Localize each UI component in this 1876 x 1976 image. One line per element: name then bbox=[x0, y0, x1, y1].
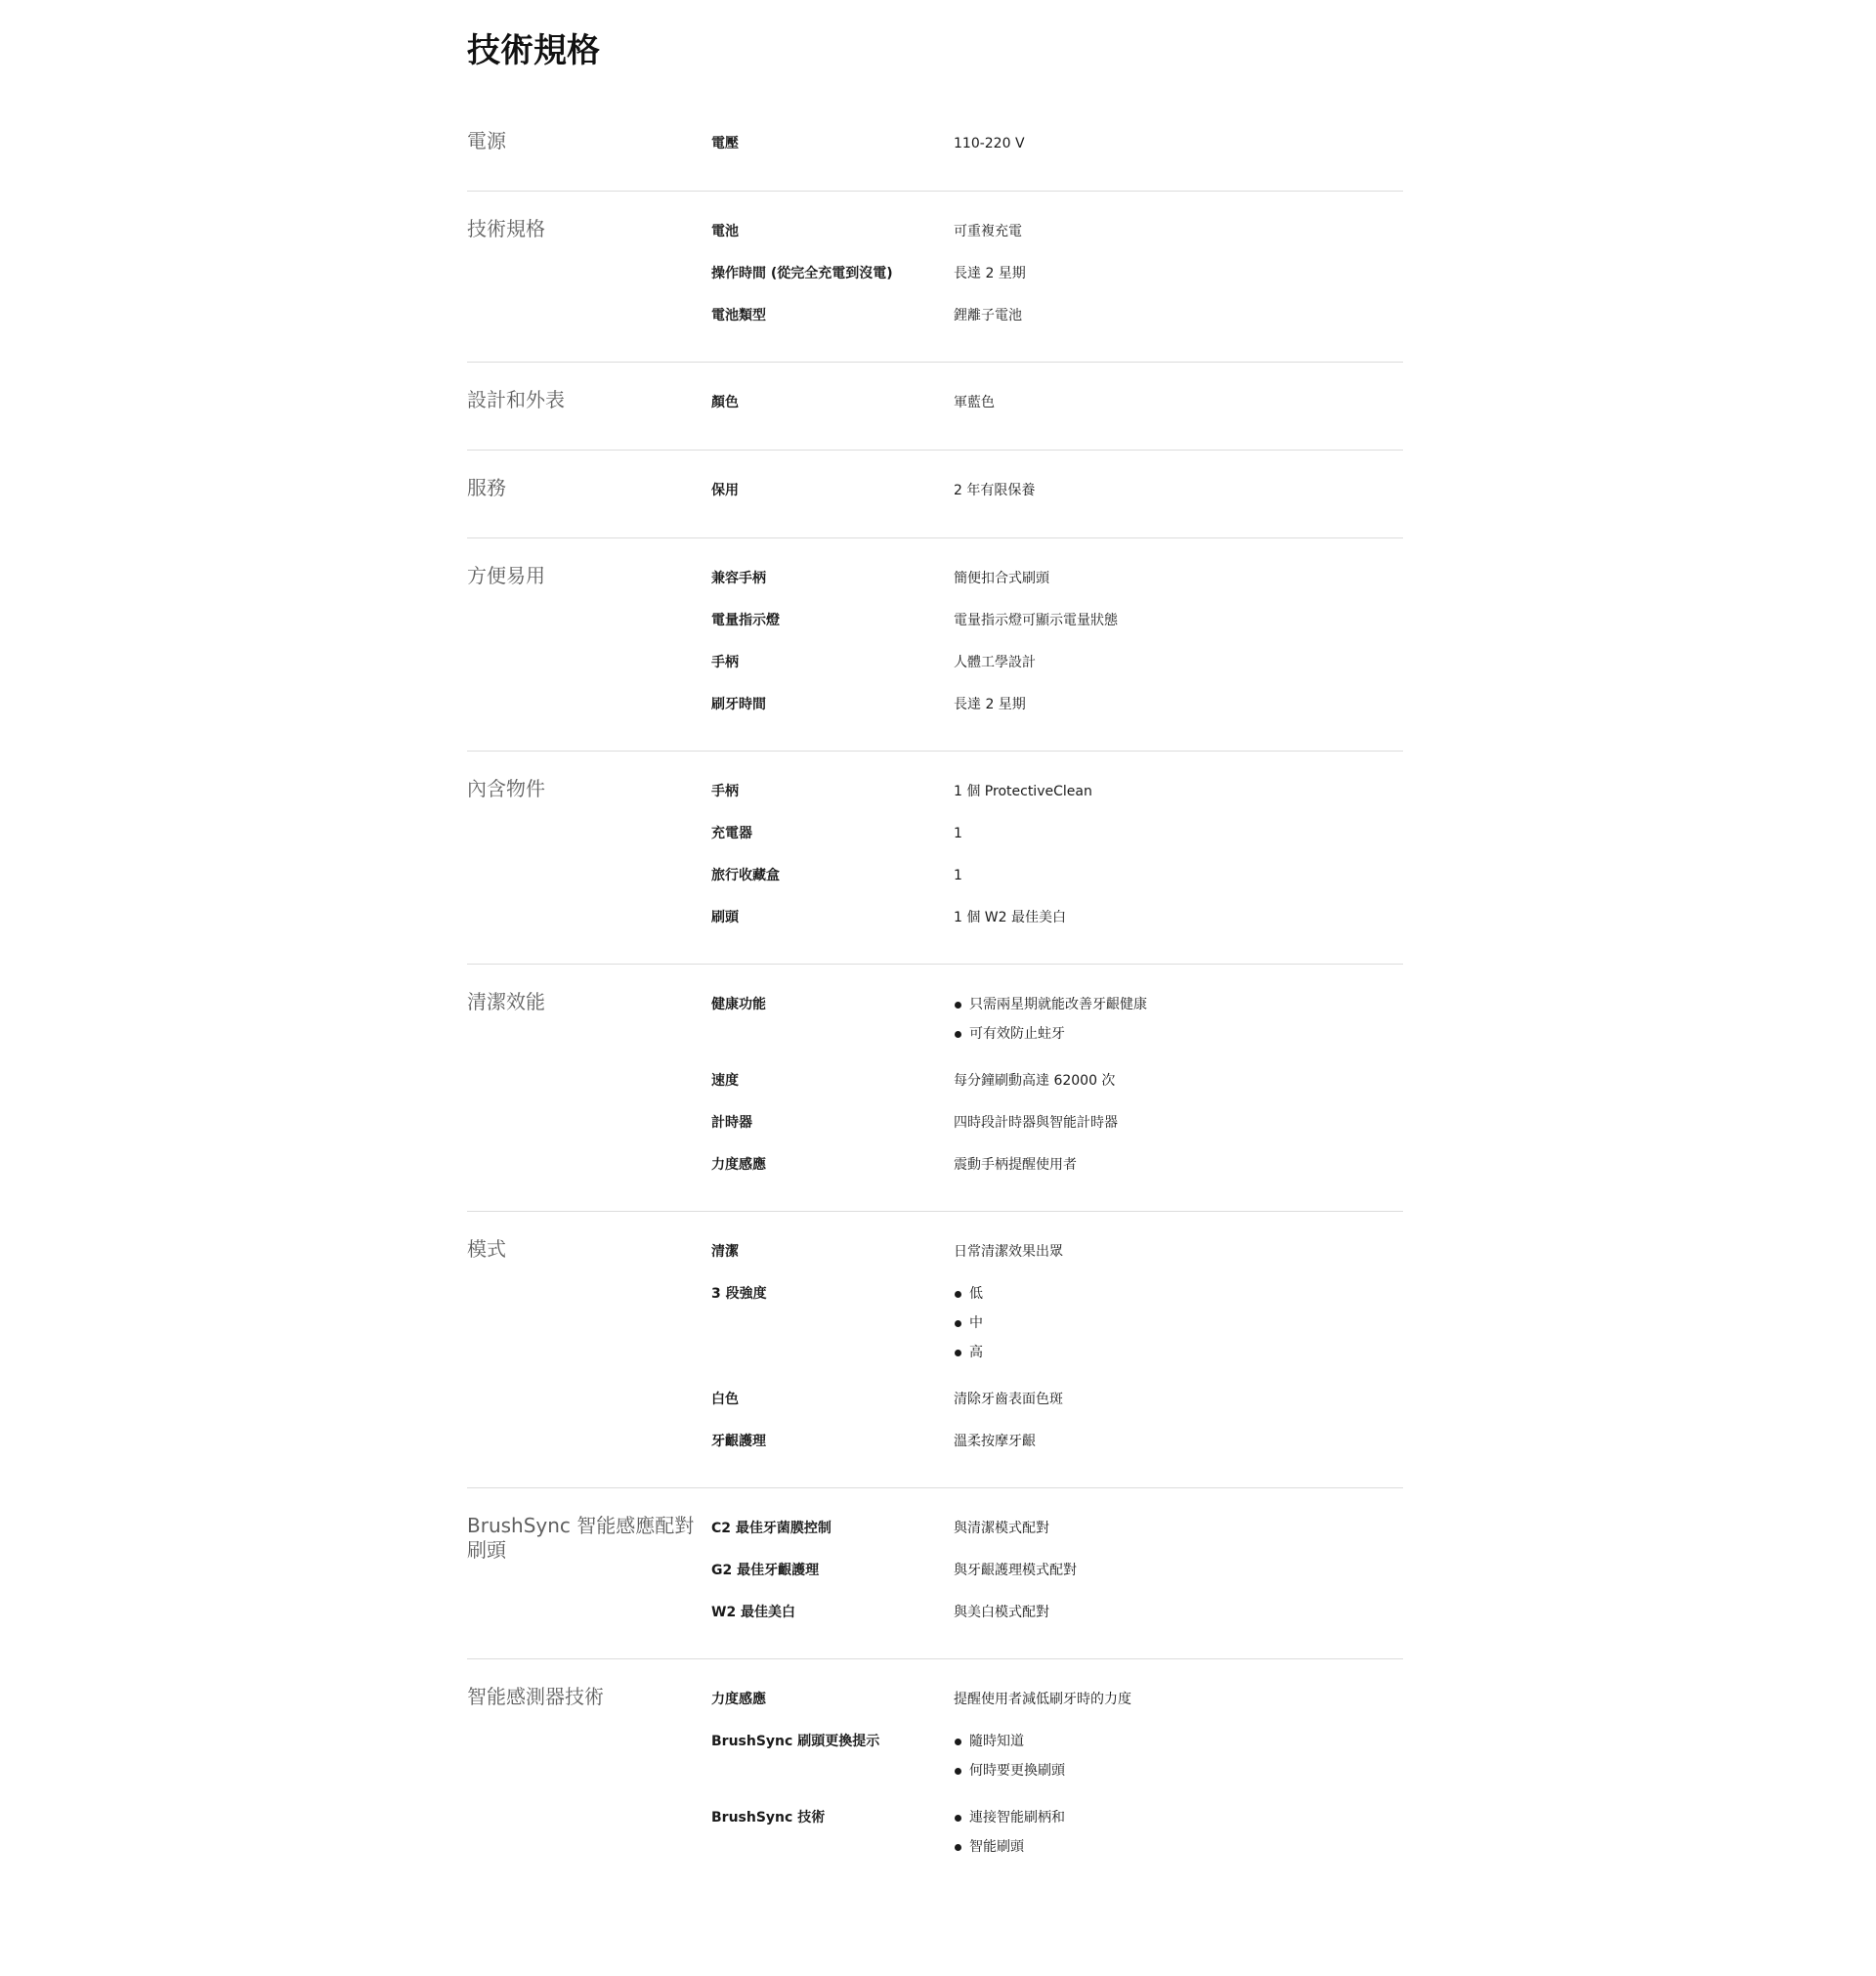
spec-label: 力度感應 bbox=[711, 1157, 766, 1173]
spec-value: 可重複充電 bbox=[954, 224, 1022, 239]
spec-rows bbox=[711, 223, 1403, 324]
spec-value: 1 個 W2 最佳美白 bbox=[954, 910, 1067, 925]
spec-value bbox=[954, 1809, 1403, 1856]
spec-label: 刷牙時間 bbox=[711, 697, 766, 712]
bullet-item: 中 bbox=[954, 1314, 1403, 1332]
spec-value: 與清潔模式配對 bbox=[954, 1521, 1049, 1536]
spec-label: 刷頭 bbox=[711, 910, 739, 925]
spec-rows bbox=[711, 1691, 1403, 1885]
section-title: 服務 bbox=[467, 476, 506, 499]
spec-label: 手柄 bbox=[711, 784, 739, 799]
spec-label: 兼容手柄 bbox=[711, 571, 766, 586]
spec-rows bbox=[711, 394, 1403, 412]
spec-row bbox=[711, 996, 1403, 1043]
spec-label: 顏色 bbox=[711, 395, 739, 410]
spec-label: C2 最佳牙菌膜控制 bbox=[711, 1521, 831, 1536]
section-title: 智能感測器技術 bbox=[467, 1685, 604, 1708]
spec-value: 溫柔按摩牙齦 bbox=[954, 1434, 1036, 1449]
spec-row bbox=[711, 1809, 1403, 1856]
spec-label: 牙齦護理 bbox=[711, 1434, 766, 1449]
spec-row bbox=[711, 696, 1403, 713]
spec-value bbox=[954, 996, 1403, 1043]
spec-value: 1 個 ProtectiveClean bbox=[954, 784, 1092, 799]
spec-section bbox=[467, 451, 1403, 538]
spec-label: 3 段強度 bbox=[711, 1286, 767, 1302]
bullet-list bbox=[954, 996, 1403, 1043]
spec-row bbox=[711, 1433, 1403, 1450]
spec-value: 1 bbox=[954, 826, 962, 841]
bullet-item: 連接智能刷柄和 bbox=[954, 1809, 1403, 1826]
spec-value bbox=[954, 1733, 1403, 1780]
bullet-list bbox=[954, 1809, 1403, 1856]
section-title: BrushSync 智能感應配對刷頭 bbox=[467, 1514, 695, 1562]
bullet-item: 智能刷頭 bbox=[954, 1838, 1403, 1856]
bullet-list bbox=[954, 1733, 1403, 1780]
spec-value: 2 年有限保養 bbox=[954, 483, 1036, 498]
bullet-list bbox=[954, 1285, 1403, 1361]
spec-row bbox=[711, 482, 1403, 499]
spec-value: 1 bbox=[954, 868, 962, 883]
spec-rows bbox=[711, 1520, 1403, 1621]
section-title: 設計和外表 bbox=[467, 388, 565, 411]
spec-label: 電池 bbox=[711, 224, 739, 239]
spec-section bbox=[467, 1212, 1403, 1488]
spec-row bbox=[711, 783, 1403, 800]
spec-value: 每分鐘刷動高達 62000 次 bbox=[954, 1073, 1116, 1089]
spec-value: 日常清潔效果出眾 bbox=[954, 1244, 1063, 1260]
spec-label: 保用 bbox=[711, 483, 739, 498]
section-title: 內含物件 bbox=[467, 777, 545, 800]
spec-section bbox=[467, 965, 1403, 1212]
bullet-item: 只需兩星期就能改善牙齦健康 bbox=[954, 996, 1403, 1013]
section-title: 電源 bbox=[467, 129, 506, 152]
spec-label: 清潔 bbox=[711, 1244, 739, 1260]
spec-value: 震動手柄提醒使用者 bbox=[954, 1157, 1077, 1173]
spec-label: G2 最佳牙齦護理 bbox=[711, 1563, 820, 1578]
spec-sections bbox=[467, 104, 1403, 1922]
spec-row bbox=[711, 265, 1403, 282]
spec-section bbox=[467, 538, 1403, 752]
spec-section bbox=[467, 192, 1403, 363]
spec-row bbox=[711, 867, 1403, 884]
spec-label: 電壓 bbox=[711, 136, 739, 151]
bullet-item: 低 bbox=[954, 1285, 1403, 1303]
spec-value: 長達 2 星期 bbox=[954, 266, 1026, 281]
spec-label: 旅行收藏盒 bbox=[711, 868, 780, 883]
spec-row bbox=[711, 135, 1403, 152]
section-title: 清潔效能 bbox=[467, 990, 545, 1013]
spec-rows bbox=[711, 1243, 1403, 1450]
spec-label: 計時器 bbox=[711, 1115, 752, 1131]
spec-row bbox=[711, 1391, 1403, 1408]
spec-row bbox=[711, 1520, 1403, 1537]
spec-row bbox=[711, 1733, 1403, 1780]
spec-label: 電池類型 bbox=[711, 308, 766, 323]
spec-label: 電量指示燈 bbox=[711, 613, 780, 628]
spec-section bbox=[467, 752, 1403, 965]
spec-row bbox=[711, 1072, 1403, 1090]
spec-container bbox=[467, 0, 1403, 1922]
spec-row bbox=[711, 1243, 1403, 1261]
spec-value: 鋰離子電池 bbox=[954, 308, 1022, 323]
spec-section bbox=[467, 1488, 1403, 1659]
page-title: 技術規格 bbox=[467, 31, 600, 70]
spec-value: 四時段計時器與智能計時器 bbox=[954, 1115, 1118, 1131]
section-title: 方便易用 bbox=[467, 564, 545, 587]
spec-value: 與美白模式配對 bbox=[954, 1605, 1049, 1620]
spec-label: 速度 bbox=[711, 1073, 739, 1089]
spec-value: 軍藍色 bbox=[954, 395, 995, 410]
spec-section bbox=[467, 363, 1403, 451]
spec-section bbox=[467, 1659, 1403, 1922]
spec-value: 簡便扣合式刷頭 bbox=[954, 571, 1049, 586]
spec-label: BrushSync 技術 bbox=[711, 1810, 826, 1826]
spec-row bbox=[711, 1285, 1403, 1361]
bullet-item: 高 bbox=[954, 1344, 1403, 1361]
spec-label: 力度感應 bbox=[711, 1692, 766, 1707]
spec-value: 清除牙齒表面色斑 bbox=[954, 1392, 1063, 1407]
spec-row bbox=[711, 1604, 1403, 1621]
spec-row bbox=[711, 570, 1403, 587]
spec-label: 操作時間 (從完全充電到沒電) bbox=[711, 266, 893, 281]
spec-row bbox=[711, 654, 1403, 671]
spec-rows bbox=[711, 570, 1403, 713]
spec-label: BrushSync 刷頭更換提示 bbox=[711, 1734, 880, 1749]
spec-label: 充電器 bbox=[711, 826, 752, 841]
spec-rows bbox=[711, 996, 1403, 1174]
bullet-item: 可有效防止蛀牙 bbox=[954, 1025, 1403, 1043]
section-title: 技術規格 bbox=[467, 217, 545, 240]
spec-row bbox=[711, 307, 1403, 324]
spec-row bbox=[711, 612, 1403, 629]
spec-label: 白色 bbox=[711, 1392, 739, 1407]
spec-value: 人體工學設計 bbox=[954, 655, 1036, 670]
spec-label: W2 最佳美白 bbox=[711, 1605, 796, 1620]
spec-section bbox=[467, 104, 1403, 192]
spec-value: 110-220 V bbox=[954, 136, 1025, 151]
spec-value: 提醒使用者減低刷牙時的力度 bbox=[954, 1692, 1131, 1707]
spec-value bbox=[954, 1285, 1403, 1361]
spec-value: 與牙齦護理模式配對 bbox=[954, 1563, 1077, 1578]
spec-rows bbox=[711, 482, 1403, 500]
spec-row bbox=[711, 1562, 1403, 1579]
spec-row bbox=[711, 1691, 1403, 1708]
spec-value: 長達 2 星期 bbox=[954, 697, 1026, 712]
spec-row bbox=[711, 223, 1403, 240]
spec-rows bbox=[711, 135, 1403, 153]
bullet-item: 隨時知道 bbox=[954, 1733, 1403, 1750]
spec-row bbox=[711, 1114, 1403, 1132]
spec-row bbox=[711, 394, 1403, 411]
spec-label: 健康功能 bbox=[711, 997, 766, 1012]
bullet-item: 何時要更換刷頭 bbox=[954, 1762, 1403, 1780]
spec-label: 手柄 bbox=[711, 655, 739, 670]
spec-value: 電量指示燈可顯示電量狀態 bbox=[954, 613, 1118, 628]
spec-row bbox=[711, 909, 1403, 926]
spec-row bbox=[711, 825, 1403, 842]
spec-row bbox=[711, 1156, 1403, 1174]
spec-rows bbox=[711, 783, 1403, 926]
section-title: 模式 bbox=[467, 1237, 506, 1261]
